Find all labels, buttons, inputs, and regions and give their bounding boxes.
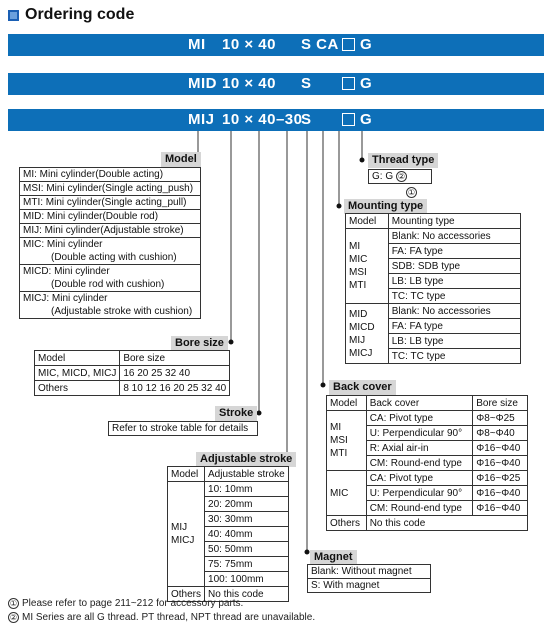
note-2-mark: ② [397, 172, 405, 181]
model-item: MICJ: Mini cylinder (Adjustable stroke with cushion) [23, 293, 193, 317]
adjustable-stroke-table [167, 466, 289, 602]
note-1-mark: ① [407, 188, 416, 197]
series-code: MID [188, 75, 217, 92]
cover-bore: Φ16~Φ40 [473, 441, 528, 456]
size-code: 10 × 40–30 [222, 111, 303, 128]
cover-option: CA: Pivot type [366, 411, 473, 426]
header-cell: Bore size [120, 351, 230, 366]
header-cell: Back cover [366, 396, 473, 411]
series-code: MI [188, 36, 206, 53]
model-group-cell: MIC [327, 471, 367, 516]
back-cover-table [326, 395, 528, 531]
cover-option: U: Perpendicular 90° [366, 426, 473, 441]
header-cell: Model [168, 467, 205, 482]
footnote-2 [8, 612, 315, 623]
suffix-code: S [301, 75, 312, 92]
bore-model-cell: Others [35, 381, 120, 396]
bore-size-table [34, 350, 230, 396]
size-code: 10 × 40 [222, 36, 276, 53]
mounting-option: TC: TC type [388, 349, 520, 364]
mounting-option: SDB: SDB type [388, 259, 520, 274]
mounting-option: TC: TC type [388, 289, 520, 304]
magnet-label: Magnet [310, 550, 357, 565]
bore-size-cell: 8 10 12 16 20 25 32 40 [120, 381, 230, 396]
stroke-option: 75: 75mm [205, 557, 289, 572]
model-group-cell: MI MSI MTI [327, 411, 367, 471]
model-item: MTI: Mini cylinder(Single acting_pull) [20, 196, 200, 210]
model-group-cell: MID MICD MIJ MICJ [346, 304, 389, 364]
mounting-type-label: Mounting type [344, 199, 427, 214]
model-item: MI: Mini cylinder(Double acting) [20, 168, 200, 182]
cover-option: U: Perpendicular 90° [366, 486, 473, 501]
cover-bore: Φ16~Φ40 [473, 456, 528, 471]
model-group-cell: MIJ MICJ [168, 482, 205, 587]
header-cell: Bore size [473, 396, 528, 411]
mounting-option: Blank: No accessories [388, 229, 520, 244]
model-label: Model [161, 152, 201, 167]
thread-code: G [360, 111, 373, 128]
footnote-text: Please refer to page 211~212 for accessory parts. [22, 598, 244, 609]
stroke-option: 10: 10mm [205, 482, 289, 497]
cover-option: CA: Pivot type [366, 471, 473, 486]
cover-bore: Φ16~Φ40 [473, 501, 528, 516]
bore-size-label: Bore size [171, 336, 228, 351]
stroke-option: 20: 20mm [205, 497, 289, 512]
model-item: MIJ: Mini cylinder(Adjustable stroke) [20, 224, 200, 238]
magnet-option: S: With magnet [311, 580, 380, 591]
cover-option: CM: Round-end type [366, 456, 473, 471]
cover-bore: Φ16~Φ25 [473, 471, 528, 486]
cover-bore: Φ16~Φ40 [473, 486, 528, 501]
thread-type-value: G: G [372, 171, 394, 182]
mounting-type-table [345, 213, 521, 364]
stroke-label: Stroke [215, 406, 257, 421]
cover-bore: Φ8~Φ40 [473, 426, 528, 441]
others-cell: Others [168, 587, 205, 602]
suffix-code: S [301, 111, 312, 128]
magnet-box [307, 564, 431, 593]
thread-type-label: Thread type [368, 153, 438, 168]
thread-code: G [360, 75, 373, 92]
others-cell: Others [327, 516, 367, 531]
header-cell: Adjustable stroke [205, 467, 289, 482]
bore-size-cell: 16 20 25 32 40 [120, 366, 230, 381]
footnote-text: MI Series are all G thread. PT thread, NPT thread are unavailable. [22, 612, 316, 623]
model-group-cell: MI MIC MSI MTI [346, 229, 389, 304]
header-cell: Model [35, 351, 120, 366]
model-item: MICD: Mini cylinder (Double rod with cushion) [20, 265, 200, 292]
cover-bore: Φ8~Φ25 [473, 411, 528, 426]
mounting-option: LB: LB type [388, 274, 520, 289]
size-code: 10 × 40 [222, 75, 276, 92]
mounting-option: FA: FA type [388, 244, 520, 259]
stroke-box [108, 421, 258, 436]
title-text: Ordering code [25, 6, 135, 23]
thread-type-box [368, 169, 432, 184]
model-item: MID: Mini cylinder(Double rod) [20, 210, 200, 224]
back-cover-label: Back cover [329, 380, 396, 395]
cover-option: CM: Round-end type [366, 501, 473, 516]
bore-model-cell: MIC, MICD, MICJ [35, 366, 120, 381]
header-cell: Model [346, 214, 389, 229]
footnote-mark: ① [9, 599, 18, 608]
model-box [19, 167, 201, 319]
header-cell: Model [327, 396, 367, 411]
magnet-option: Blank: Without magnet [308, 565, 430, 579]
thread-code: G [360, 36, 373, 53]
footnote-mark: ② [9, 613, 18, 622]
stroke-option: 30: 30mm [205, 512, 289, 527]
adjustable-stroke-label: Adjustable stroke [196, 452, 296, 467]
stroke-option: 100: 100mm [205, 572, 289, 587]
stroke-option: 40: 40mm [205, 527, 289, 542]
mounting-option: Blank: No accessories [388, 304, 520, 319]
cover-option: R: Axial air-in [366, 441, 473, 456]
model-item: MSI: Mini cylinder(Single acting_push) [20, 182, 200, 196]
series-code: MIJ [188, 111, 215, 128]
footnote-1 [8, 598, 243, 609]
stroke-value: Refer to stroke table for details [112, 423, 249, 434]
others-value: No this code [366, 516, 527, 531]
suffix-code: S CA [301, 36, 339, 53]
others-value: No this code [205, 587, 289, 602]
mounting-option: FA: FA type [388, 319, 520, 334]
stroke-option: 50: 50mm [205, 542, 289, 557]
header-cell: Mounting type [388, 214, 520, 229]
mounting-option: LB: LB type [388, 334, 520, 349]
model-item: MIC: Mini cylinder (Double acting with cushion) [20, 238, 200, 265]
